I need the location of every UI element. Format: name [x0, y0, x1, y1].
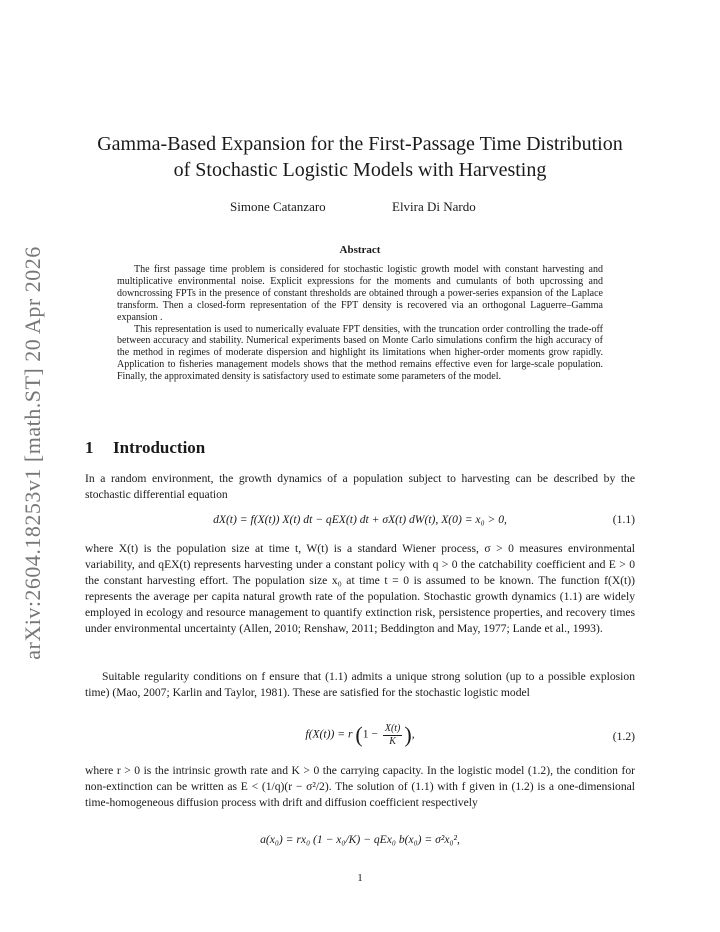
- paragraph-text: where X(t) is the population size at time t, W(t) is a standard Wiener process, σ > 0 measures environmental variability, and qEX(t) represents harvesting under a constant policy with q > 0 the catchability coefficient and E > 0 the constant harvesting effort. The population size x₀ at time t = 0 is assumed to be known. The function f(X(t)) represents the average per capita natural growth rate of the population. Stochastic growth dynamics (1.1) are widely employed in ecology and resource management to quantify extinction risk, persistence properties, and recovery times under environmental uncertainty (Allen, 2010; Renshaw, 2011; Beddington and May, 1977; Lande et al., 1993).: [85, 542, 635, 635]
- section-heading: [85, 438, 205, 458]
- equation-fraction: [383, 723, 403, 748]
- paper-title: [70, 131, 650, 183]
- body-paragraph: [85, 471, 635, 503]
- equation-term: 1 −: [362, 727, 378, 741]
- section-number: 1: [85, 438, 94, 457]
- abstract-body: [117, 264, 603, 383]
- equation-1-1: [85, 513, 635, 531]
- fraction-denominator: K: [389, 735, 396, 747]
- equation-number: (1.1): [612, 513, 635, 526]
- body-paragraph: [85, 763, 635, 811]
- abstract-paragraph: The first passage time problem is considered for stochastic logistic growth model with constant harvesting and multiplicative environmental noise. Explicit expressions for the moments and cumulants of both upcrossing and downcrossing FPTs in the presence of constant thresholds are obtained through a power-series expansion of the Laplace transform. Then a closed-form representation of the FPT density is recovered via an orthogonal Laguerre–Gamma expansion .: [117, 264, 603, 323]
- body-paragraph: [85, 669, 635, 701]
- author-name: Elvira Di Nardo: [392, 199, 476, 214]
- abstract-paragraph: This representation is used to numerically evaluate FPT densities, with the truncation order controlling the trade-off between accuracy and stability. Numerical experiments based on Monte Carlo simulations confirm the high accuracy of the method in regimes of moderate dispersion and highlight its limitations when higher-order moments grow rapidly. Application to fisheries management models shows that the method remains effective even for large-scale population. Finally, the approximated density is satisfactory used to estimate some parameters of the model.: [117, 323, 603, 383]
- equation-expression: a(x₀) = rx₀ (1 − x₀/K) − qEx₀ b(x₀) = σ²x₀²,: [260, 833, 460, 846]
- arxiv-identifier[interactable]: arXiv:2604.18253v1 [math.ST] 20 Apr 2026: [20, 246, 45, 660]
- page-number: 1: [357, 872, 363, 884]
- equation-expression: dX(t) = f(X(t)) X(t) dt − qEX(t) dt + σX(t) dW(t), X(0) = x₀ > 0,: [213, 513, 507, 526]
- title-line-2: of Stochastic Logistic Models with Harvesting: [173, 159, 547, 181]
- abstract-heading: Abstract: [339, 244, 381, 256]
- paragraph-text: In a random environment, the growth dynamics of a population subject to harvesting can be described by the stochastic differential equation: [85, 472, 635, 501]
- equation-1-2: [85, 720, 635, 758]
- equation-1-2-wrapper: [85, 628, 635, 664]
- paragraph-text: where r > 0 is the intrinsic growth rate and K > 0 the carrying capacity. In the logistic model (1.2), the condition for non-extinction can be written as E < (1/q)(r − σ²/2). The solution of (1.1) with f given in (1.2) is a one-dimensional time-homogeneous diffusion process with drift and diffusion coefficient respectively: [85, 764, 635, 809]
- equation-expression: f(X(t)) = r (1 − $\frac{X(t)}{K}$ ),: [305, 722, 415, 747]
- equation-number: (1.2): [612, 730, 635, 743]
- equation-lhs: f(X(t)) = r: [305, 727, 353, 741]
- body-paragraph: [85, 541, 635, 637]
- fraction-numerator: X(t): [384, 722, 401, 734]
- arxiv-sidebar: [16, 248, 50, 658]
- title-line-1: Gamma-Based Expansion for the First-Passage Time Distribution: [97, 133, 623, 155]
- equation-drift-diffusion: [85, 833, 635, 851]
- author-name: Simone Catanzaro: [230, 199, 326, 214]
- paragraph-text: Suitable regularity conditions on f ensure that (1.1) admits a unique strong solution (up to a possible explosion time) (Mao, 2007; Karlin and Taylor, 1981). These are satisfied for the stochastic logistic model: [85, 670, 635, 699]
- section-title: Introduction: [113, 438, 206, 457]
